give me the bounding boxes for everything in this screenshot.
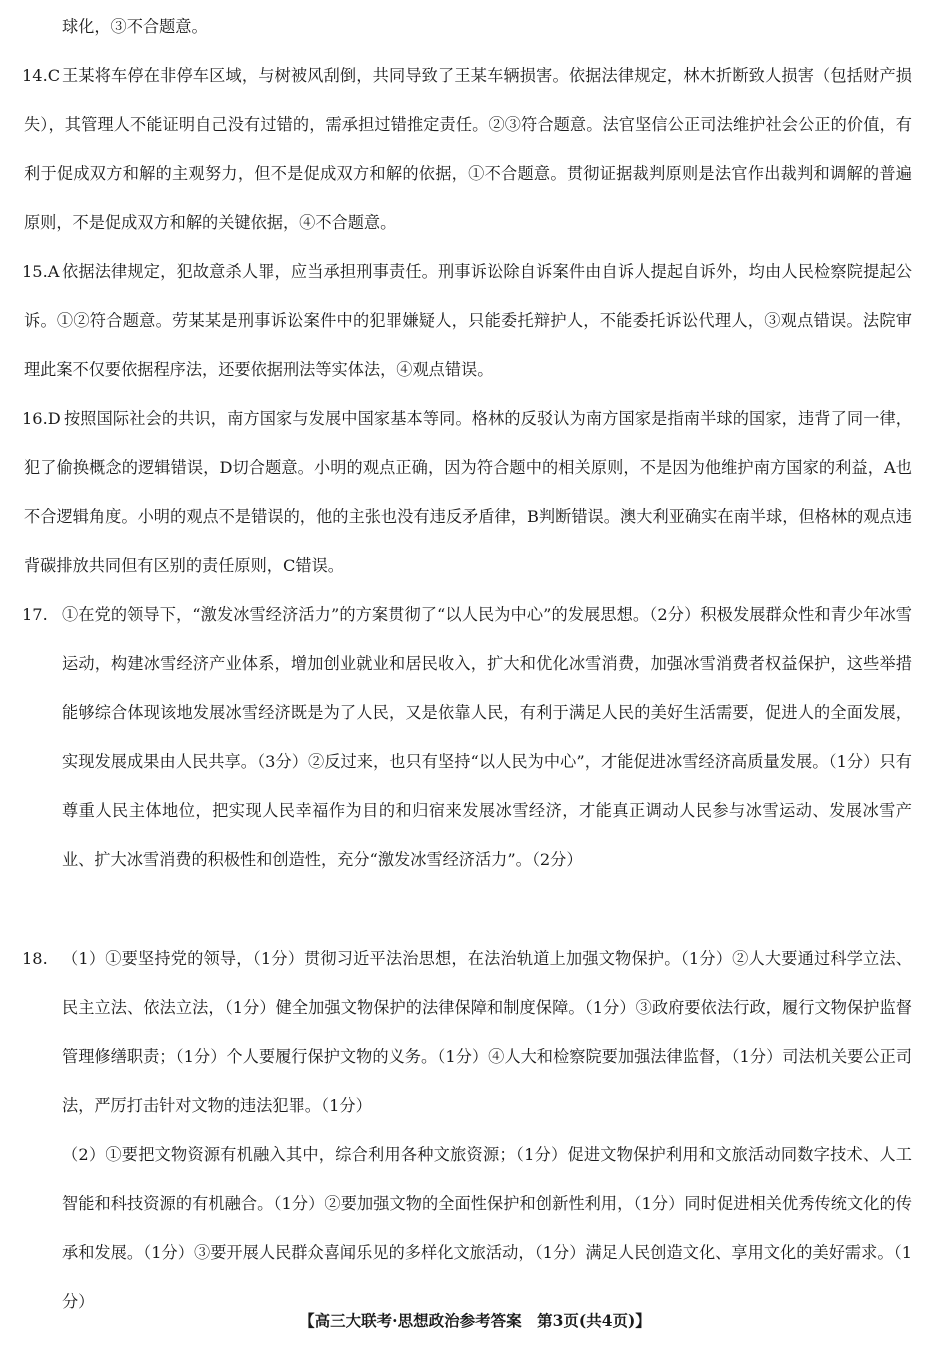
answer-15: 依据法律规定，犯故意杀人罪，应当承担刑事责任。刑事诉讼除自诉案件由自诉人提起自诉外，均由人民检察院提起公诉。①②符合题意。劳某某是刑事诉讼案件中的犯罪嫌疑人，只能委托辩护人，不能委托诉讼代理人，③观点错误。法院审理此案不仅要依据程序法，还要依据刑法等实体法，④观点错误。 [24, 262, 912, 379]
question-number-16: 16.D [22, 409, 61, 428]
question-number-15: 15.A [22, 262, 60, 281]
page-footer: 【高三大联考·思想政治参考答案 第3页(共4页)】 [299, 1311, 651, 1330]
answer-14: 王某将车停在非停车区域，与树被风刮倒，共同导致了王某车辆损害。依据法律规定，林木折断致人损害（包括财产损失），其管理人不能证明自己没有过错的，需承担过错推定责任。②③符合题意。法官坚信公正司法维护社会公正的价值，有利于促成双方和解的主观努力，但不是促成双方和解的依据，①不合题意。贯彻证据裁判原则是法官作出裁判和调解的普遍原则，不是促成双方和解的关键依据，④不合题意。 [24, 66, 912, 232]
answer-16: 按照国际社会的共识，南方国家与发展中国家基本等同。格林的反驳认为南方国家是指南半球的国家，违背了同一律，犯了偷换概念的逻辑错误，D切合题意。小明的观点正确，因为符合题中的相关原则，不是因为他维护南方国家的利益，A也不合逻辑角度。小明的观点不是错误的，他的主张也没有违反矛盾律，B判断错误。澳大利亚确实在南半球，但格林的观点违背碳排放共同但有区别的责任原则，C错误。 [24, 409, 912, 575]
answer-18-part2: （2）①要把文物资源有机融入其中，综合利用各种文旅资源；（1分）促进文物保护利用和文旅活动同数字技术、人工智能和科技资源的有机融合。（1分）②要加强文物的全面性保护和创新性利用，（1分）同时促进相关优秀传统文化的传承和发展。（1分）③要开展人民群众喜闻乐见的多样化文旅活动，（1分）满足人民创造文化、享用文化的美好需求。（1分） [62, 1145, 912, 1311]
question-number-17: 17. [22, 605, 48, 624]
question-number-18: 18. [22, 949, 48, 968]
answer-18-part1: （1）①要坚持党的领导，（1分）贯彻习近平法治思想，在法治轨道上加强文物保护。（1分）②人大要通过科学立法、民主立法、依法立法，（1分）健全加强文物保护的法律保障和制度保障。（1分）③政府要依法行政，履行文物保护监督管理修缮职责；（1分）个人要履行保护文物的义务。（1分）④人大和检察院要加强法律监督，（1分）司法机关要公正司法，严厉打击针对文物的违法犯罪。（1分） [62, 949, 912, 1115]
continued-text: 球化，③不合题意。 [62, 17, 208, 36]
question-number-14: 14.C [22, 66, 61, 85]
answer-17: ①在党的领导下，“激发冰雪经济活力”的方案贯彻了“以人民为中心”的发展思想。（2分）积极发展群众性和青少年冰雪运动，构建冰雪经济产业体系，增加创业就业和居民收入，扩大和优化冰雪消费，加强冰雪消费者权益保护，这些举措能够综合体现该地发展冰雪经济既是为了人民，又是依靠人民，有利于满足人民的美好生活需要，促进人的全面发展，实现发展成果由人民共享。（3分）②反过来，也只有坚持“以人民为中心”，才能促进冰雪经济高质量发展。（1分）只有尊重人民主体地位，把实现人民幸福作为目的和归宿来发展冰雪经济，才能真正调动人民参与冰雪运动、发展冰雪产业、扩大冰雪消费的积极性和创造性，充分“激发冰雪经济活力”。（2分） [62, 605, 912, 869]
